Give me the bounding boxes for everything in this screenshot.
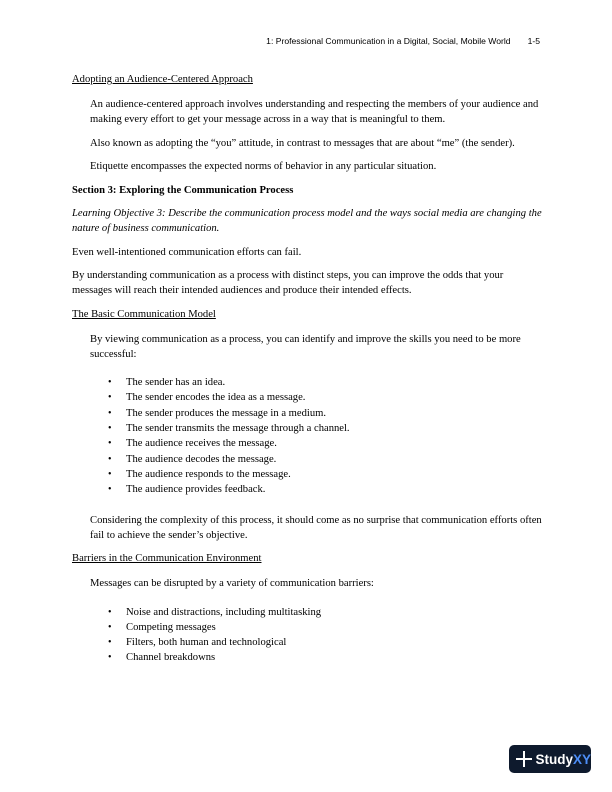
model-steps-list	[72, 375, 542, 497]
model-intro: By viewing communication as a process, you can identify and improve the skills you need to be more successful:	[90, 333, 521, 360]
brand-main: Study	[535, 751, 573, 767]
audience-para-2: Also known as adopting the “you” attitude, in contrast to messages that are about “me” (the sender).	[90, 137, 515, 149]
bullet: •	[108, 438, 112, 450]
audience-para-3: Etiquette encompasses the expected norms of behavior in any particular situation.	[90, 161, 437, 173]
page-number: 1-5	[527, 36, 540, 46]
bullet: •	[108, 453, 112, 465]
bullet: •	[108, 468, 112, 480]
plus-icon	[516, 751, 531, 767]
barriers-heading: Barriers in the Communication Environment	[72, 553, 262, 565]
section-3-para-2: By understanding communication as a process with distinct steps, you can improve the odds that your messages will reach their intended audiences and produce their intended effects.	[72, 269, 504, 297]
bullet: •	[108, 484, 112, 496]
list-item: • The audience responds to the message.	[72, 467, 542, 482]
bullet: •	[108, 407, 112, 419]
list-item: • The sender has an idea.	[72, 375, 542, 390]
bullet: •	[108, 606, 112, 618]
list-item: • The audience decodes the message.	[72, 452, 542, 467]
model-closing: Considering the complexity of this process, it should come as no surprise that communication efforts often fail to achieve the sender’s objective.	[90, 514, 542, 541]
bullet: •	[108, 652, 112, 664]
bullet: •	[108, 377, 112, 389]
brand-accent: XY	[572, 751, 591, 767]
bullet: •	[108, 637, 112, 649]
list-item: • The sender transmits the message through a channel.	[72, 421, 542, 436]
barriers-intro: Messages can be disrupted by a variety of communication barriers:	[90, 578, 374, 590]
section-3-para-1: Even well-intentioned communication efforts can fail.	[72, 246, 302, 258]
list-item: • Channel breakdowns	[72, 650, 542, 665]
list-item: • The sender encodes the idea as a message.	[72, 390, 542, 405]
list-item: • Competing messages	[72, 620, 542, 635]
bullet: •	[108, 621, 112, 633]
audience-para-1: An audience-centered approach involves understanding and respecting the members of your audience and making every effort to get your message across in a way that is meaningful to them.	[90, 99, 539, 126]
audience-heading: Adopting an Audience-Centered Approach	[72, 74, 253, 85]
section-3-title: Section 3: Exploring the Communication Process	[72, 184, 294, 196]
barriers-list	[72, 605, 542, 666]
list-item: • The audience receives the message.	[72, 436, 542, 451]
list-item: • Filters, both human and technological	[72, 635, 542, 650]
chapter-title: 1: Professional Communication in a Digital, Social, Mobile World	[266, 36, 511, 46]
page-body	[72, 72, 542, 681]
list-item: • Noise and distractions, including multitasking	[72, 605, 542, 620]
list-item: • The sender produces the message in a medium.	[72, 406, 542, 421]
learning-objective: Learning Objective 3: Describe the communication process model and the ways social media are changing the nature of business communication.	[72, 207, 542, 235]
list-item: • The audience provides feedback.	[72, 482, 542, 497]
bullet: •	[108, 423, 112, 435]
studyxy-badge[interactable]	[509, 745, 591, 773]
bullet: •	[108, 392, 112, 404]
model-heading: The Basic Communication Model	[72, 308, 216, 320]
running-header	[0, 36, 540, 46]
